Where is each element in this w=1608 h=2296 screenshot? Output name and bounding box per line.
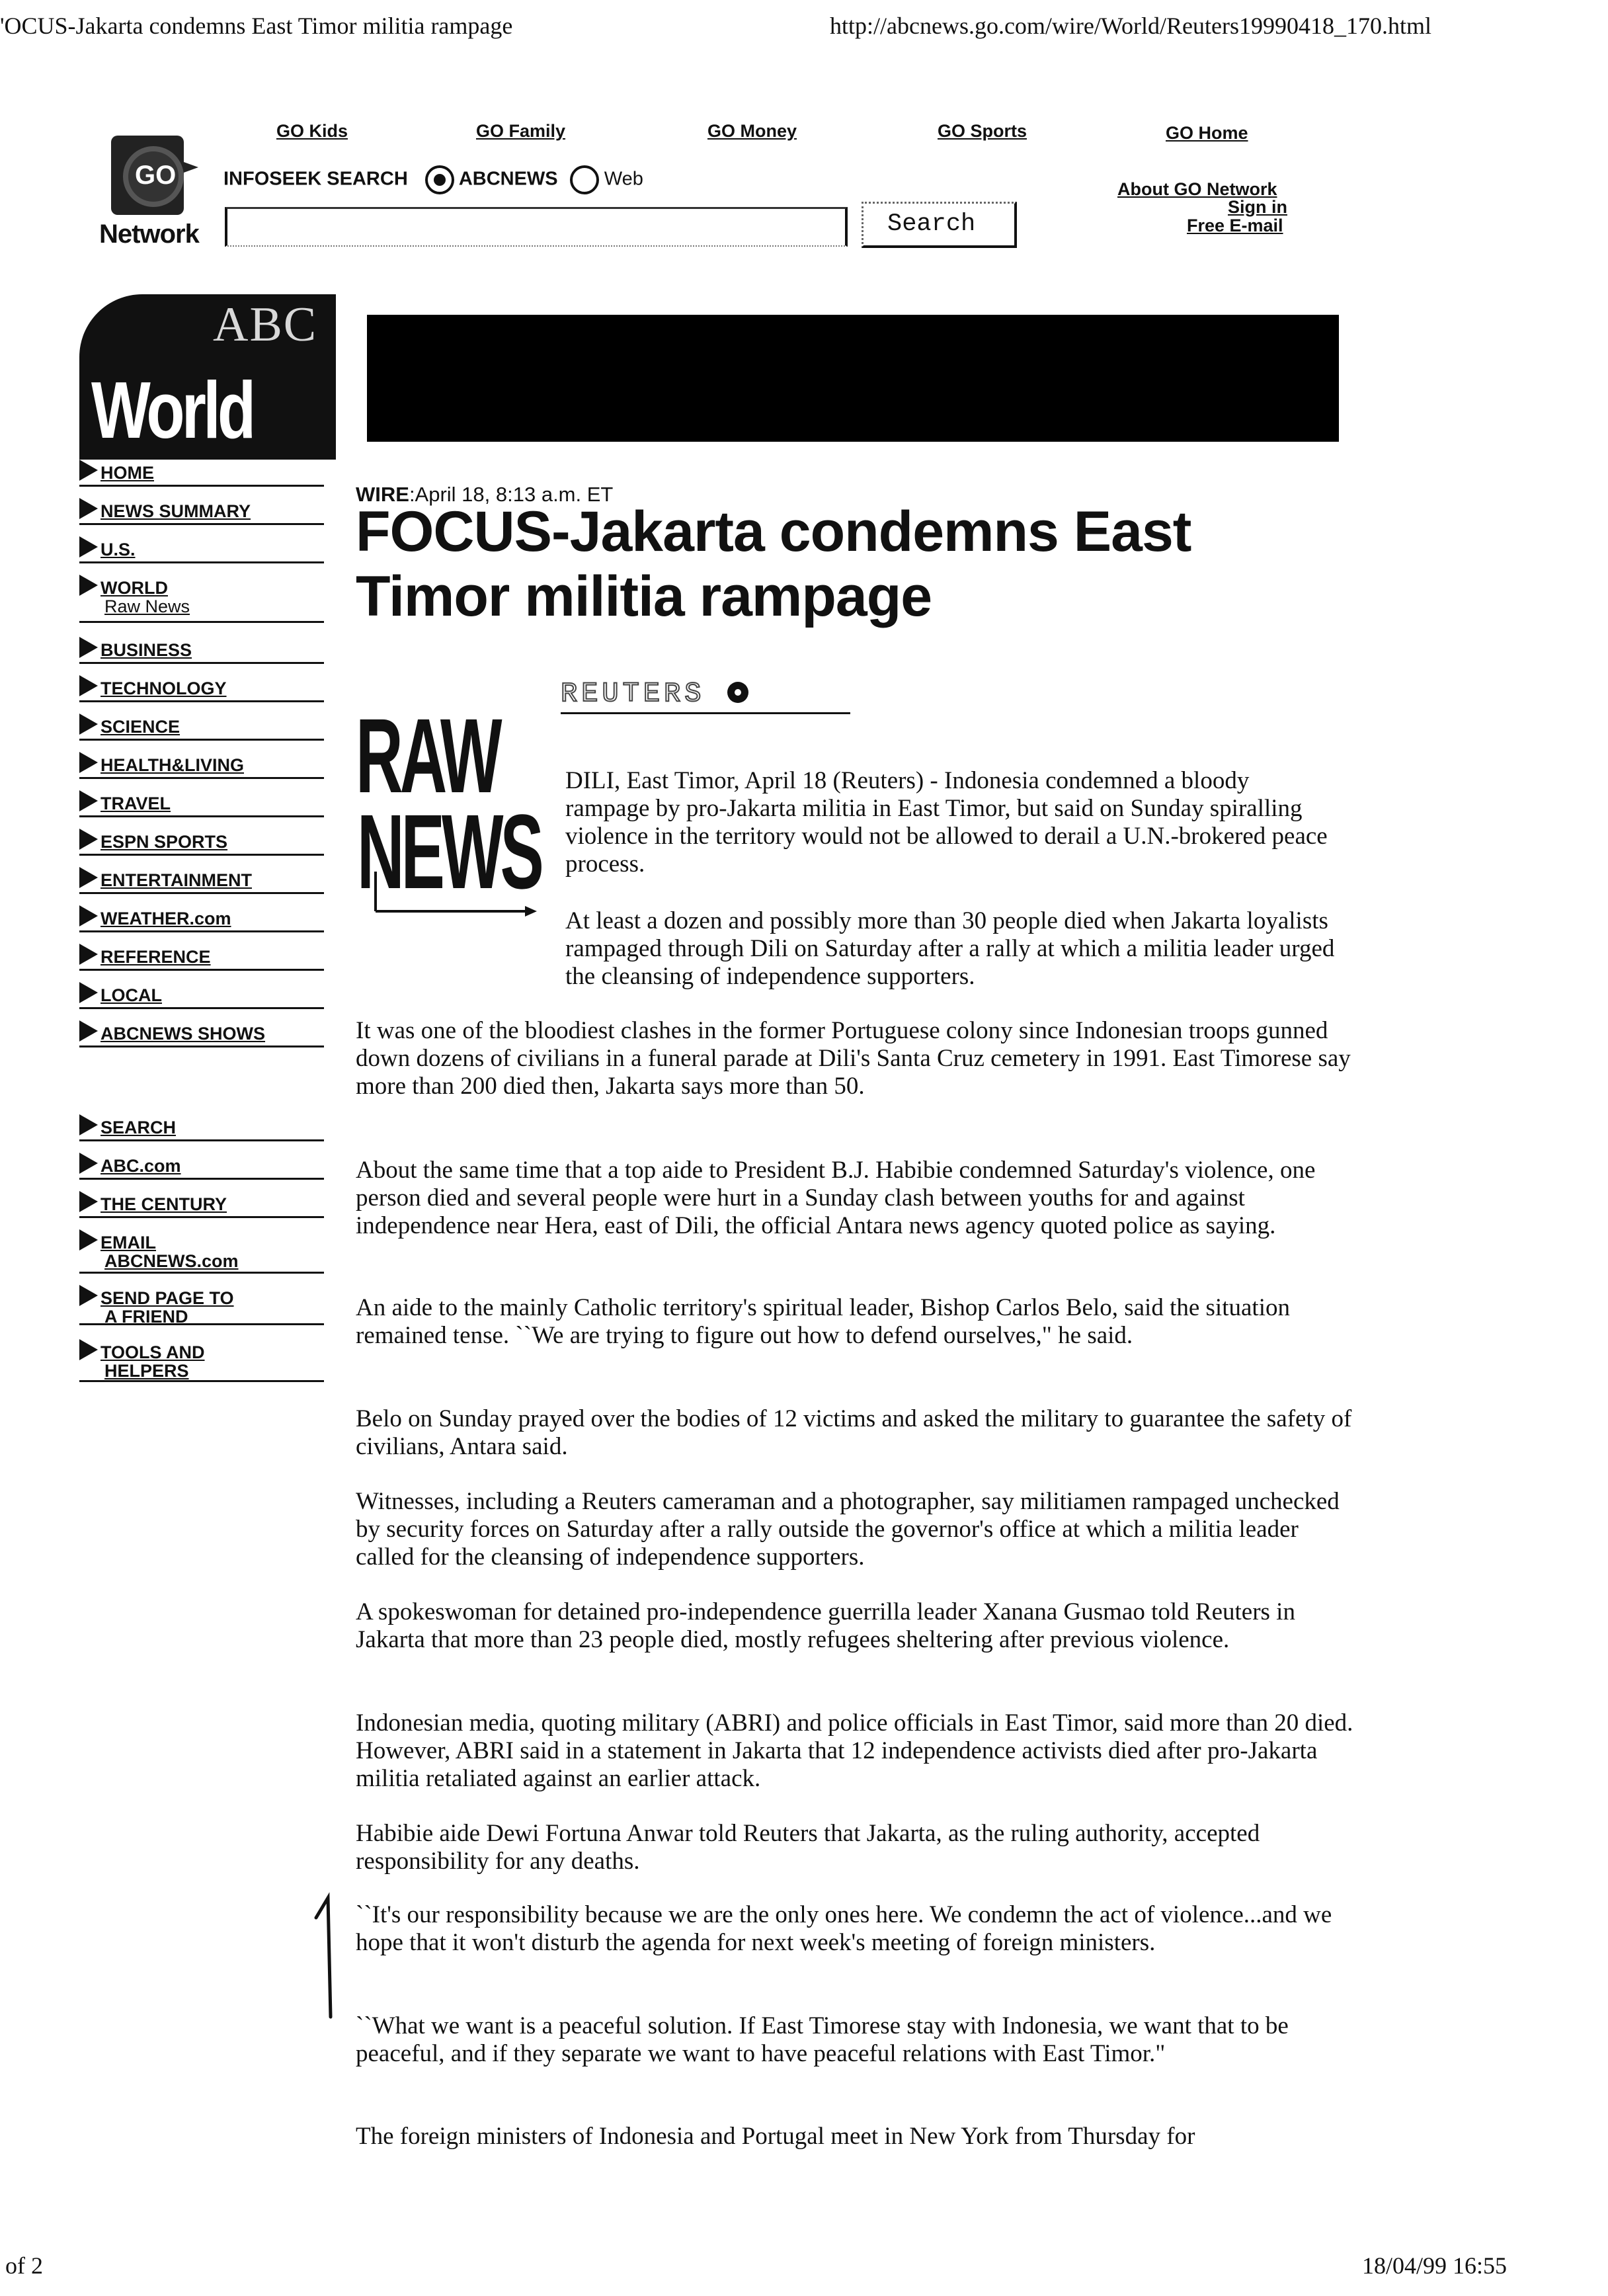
article-paragraph: An aide to the mainly Catholic territory's spiritual leader, Bishop Carlos Belo, said the situation remained tense. ``We are trying to figure out how to defend ourselves," he said. bbox=[356, 1294, 1290, 1349]
go-family-link[interactable]: GO Family bbox=[476, 121, 566, 141]
article-paragraph: Witnesses, including a Reuters cameraman and a photographer, say militiamen rampaged unchecked by security forces on Saturday after a rally outside the governor's office at which a militia leader called for the cleansing of independence supporters. bbox=[356, 1488, 1340, 1571]
nav-travel[interactable]: TRAVEL bbox=[79, 790, 324, 817]
banner-ad[interactable] bbox=[367, 315, 1339, 442]
raw-text: RAW bbox=[356, 696, 499, 815]
nav-local[interactable]: LOCAL bbox=[79, 982, 324, 1009]
search-scope-row bbox=[223, 165, 643, 194]
sign-in-link[interactable]: Sign in bbox=[1228, 197, 1287, 217]
nav-entertainment[interactable]: ENTERTAINMENT bbox=[79, 867, 324, 894]
about-go-network-link[interactable]: About GO Network bbox=[1117, 179, 1277, 199]
raw-news-arrow-icon bbox=[374, 872, 540, 918]
free-email-link[interactable]: Free E-mail bbox=[1187, 216, 1283, 235]
nav-science[interactable]: SCIENCE bbox=[79, 714, 324, 741]
nav-technology[interactable]: TECHNOLOGY bbox=[79, 675, 324, 702]
nav-world-raw-news[interactable]: Raw News bbox=[104, 596, 190, 616]
nav-weather[interactable]: WEATHER.com bbox=[79, 905, 324, 932]
nav-home[interactable]: HOME bbox=[79, 460, 324, 487]
arrow-right-icon bbox=[79, 944, 98, 965]
arrow-right-icon bbox=[79, 790, 98, 811]
nav-abc-com[interactable]: ABC.com bbox=[79, 1153, 324, 1180]
arrow-right-icon bbox=[79, 536, 98, 557]
article-headline: FOCUS-Jakarta condemns East Timor militia rampage bbox=[356, 500, 1191, 628]
go-network-logo[interactable] bbox=[99, 129, 212, 255]
nav-espn-sports[interactable]: ESPN SPORTS bbox=[79, 829, 324, 856]
handwritten-margin-mark bbox=[311, 1891, 350, 2024]
reuters-dots-icon bbox=[726, 680, 750, 704]
article-paragraph: Belo on Sunday prayed over the bodies of 12 victims and asked the military to guarantee the safety of civilians, Antara said. bbox=[356, 1405, 1352, 1460]
go-money-link[interactable]: GO Money bbox=[707, 121, 797, 141]
article-paragraph: At least a dozen and possibly more than 30 people died when Jakarta loyalists rampaged through Dili on Saturday after a rally at which a militia leader urged the cleansing of independence supporters. bbox=[565, 907, 1335, 990]
nav-reference[interactable]: REFERENCE bbox=[79, 944, 324, 971]
arrow-right-icon bbox=[79, 498, 98, 519]
reuters-logo-text: REUTERS bbox=[561, 678, 705, 710]
arrow-right-icon bbox=[79, 1285, 98, 1306]
arrow-right-icon bbox=[79, 1020, 98, 1042]
article-paragraph: Habibie aide Dewi Fortuna Anwar told Reuters that Jakarta, as the ruling authority, accepted responsibility for any deaths. bbox=[356, 1820, 1260, 1875]
article-paragraph: ``What we want is a peaceful solution. If East Timorese stay with Indonesia, we want that to be peaceful, and if they separate we want to have peaceful relations with East Timor." bbox=[356, 2012, 1289, 2067]
article-paragraph: About the same time that a top aide to President B.J. Habibie condemned Saturday's violence, one person died and several people were hurt in a Sunday clash between youths for and against independence near Hera, east of Dili, the official Antara news agency quoted police as saying. bbox=[356, 1157, 1316, 1239]
arrow-right-icon bbox=[79, 1191, 98, 1212]
news-text: NEWS bbox=[357, 792, 541, 911]
arrow-right-icon bbox=[79, 575, 98, 596]
arrow-right-icon bbox=[79, 637, 98, 658]
raw-news-logo bbox=[349, 696, 547, 918]
nav-world[interactable]: WORLD Raw News bbox=[79, 575, 324, 623]
arrow-right-icon bbox=[79, 752, 98, 773]
arrow-right-icon bbox=[79, 1229, 98, 1250]
arrow-right-icon bbox=[79, 982, 98, 1003]
article-paragraph: DILI, East Timor, April 18 (Reuters) - Indonesia condemned a bloody rampage by pro-Jakarta militia in East Timor, but said on Sunday spiralling violence in the territory would not be allowed to derail a U.N.-brokered peace process. bbox=[565, 767, 1328, 878]
nav-news-summary[interactable]: NEWS SUMMARY bbox=[79, 498, 324, 525]
network-label: Network bbox=[99, 220, 199, 249]
arrow-right-icon bbox=[79, 1153, 98, 1174]
arrow-right-icon bbox=[79, 867, 98, 888]
arrow-right-icon bbox=[79, 675, 98, 696]
arrow-right-icon bbox=[79, 829, 98, 850]
wire-label: WIRE bbox=[356, 483, 409, 506]
go-kids-link[interactable]: GO Kids bbox=[276, 121, 348, 141]
nav-abcnews-shows[interactable]: ABCNEWS SHOWS bbox=[79, 1020, 324, 1047]
article-paragraph: It was one of the bloodiest clashes in the former Portuguese colony since Indonesian troops gunned down dozens of civilians in a funeral parade at Dili's Santa Cruz cemetery in 1991. East Timorese say more than 200 died then, Jakarta says more than 50. bbox=[356, 1017, 1351, 1100]
search-button[interactable] bbox=[862, 202, 1017, 248]
infoseek-search-label: INFOSEEK SEARCH bbox=[223, 168, 408, 190]
nav-health-living[interactable]: HEALTH&LIVING bbox=[79, 752, 324, 779]
nav-us[interactable]: U.S. bbox=[79, 536, 324, 563]
arrow-right-icon bbox=[79, 714, 98, 735]
search-button-label: Search bbox=[887, 210, 976, 238]
go-sports-link[interactable]: GO Sports bbox=[938, 121, 1027, 141]
reuters-logo[interactable] bbox=[561, 678, 850, 714]
print-footer-page: of 2 bbox=[5, 2252, 43, 2279]
web-radio[interactable] bbox=[570, 165, 599, 194]
article-paragraph: ``It's our responsibility because we are the only ones here. We condemn the act of violence...and we hope that it won't disturb the agenda for next week's meeting of foreign ministers. bbox=[356, 1901, 1332, 1956]
nav-search[interactable]: SEARCH bbox=[79, 1114, 324, 1141]
abc-world-logo[interactable] bbox=[79, 294, 336, 460]
nav-business[interactable]: BUSINESS bbox=[79, 637, 324, 664]
arrow-right-icon bbox=[79, 1339, 98, 1360]
abc-logo-text: ABC bbox=[213, 298, 318, 352]
go-home-link[interactable]: GO Home bbox=[1166, 123, 1248, 143]
go-logo-text: GO bbox=[135, 161, 177, 190]
world-logo-text: World bbox=[91, 365, 253, 455]
nav-send-page[interactable]: SEND PAGE TO A FRIEND bbox=[79, 1285, 324, 1325]
article-paragraph: Indonesian media, quoting military (ABRI) and police officials in East Timor, said more than 20 died. However, ABRI said in a statement in Jakarta that 12 independence activists died after pro-Jakarta militia retaliated against an earlier attack. bbox=[356, 1709, 1353, 1792]
search-input[interactable] bbox=[225, 207, 848, 247]
print-header-title: 'OCUS-Jakarta condemns East Timor militia rampage bbox=[0, 13, 513, 39]
dateline-text: :April 18, 8:13 a.m. ET bbox=[409, 483, 614, 506]
article-paragraph: A spokeswoman for detained pro-independence guerrilla leader Xanana Gusmao told Reuters in Jakarta that more than 23 people died, mostly refugees sheltering after previous violence. bbox=[356, 1598, 1295, 1653]
nav-tools-helpers[interactable]: TOOLS AND HELPERS bbox=[79, 1339, 324, 1382]
web-radio-label: Web bbox=[604, 168, 643, 190]
arrow-right-icon bbox=[79, 1114, 98, 1135]
print-header-url: http://abcnews.go.com/wire/World/Reuters19990418_170.html bbox=[830, 13, 1431, 39]
arrow-right-icon bbox=[79, 460, 98, 481]
abcnews-radio[interactable] bbox=[425, 165, 454, 194]
print-footer-datetime: 18/04/99 16:55 bbox=[1362, 2252, 1508, 2279]
arrow-right-icon bbox=[79, 905, 98, 926]
nav-email[interactable]: EMAIL ABCNEWS.com bbox=[79, 1229, 324, 1274]
article-paragraph: The foreign ministers of Indonesia and Portugal meet in New York from Thursday for bbox=[356, 2123, 1195, 2150]
nav-the-century[interactable]: THE CENTURY bbox=[79, 1191, 324, 1218]
abcnews-radio-label: ABCNEWS bbox=[458, 168, 558, 190]
